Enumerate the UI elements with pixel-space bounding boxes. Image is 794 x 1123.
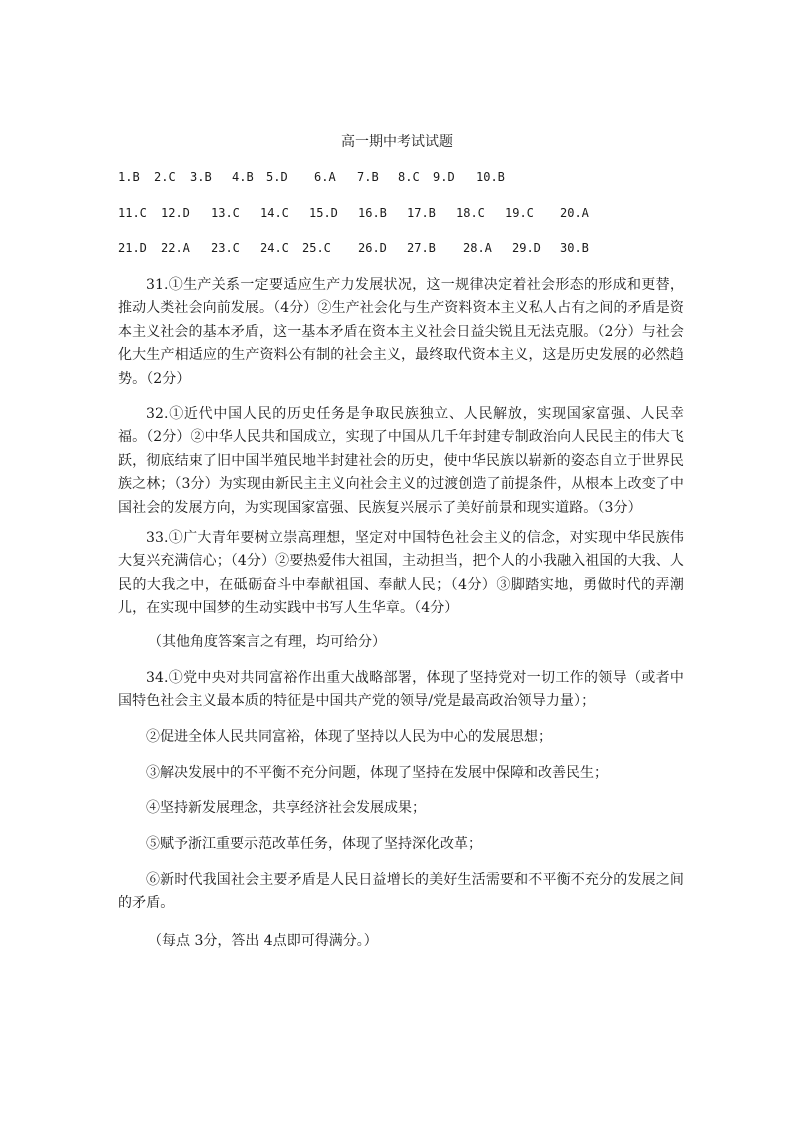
answer-q31: 31.①生产关系一定要适应生产力发展状况，这一规律决定着社会形态的形成和更替，推动人类社会向前发展。（4分）②生产社会化与生产资料资本主义私人占有之间的矛盾是资本主义社会的基本矛盾，这一基本矛盾在资本主义社会日益尖锐且无法克服。（2分）与社会化大生产相适应的生产资料公有制的社会主义，最终取代资本主义，这是历史发展的必然趋势。（2分）: [118, 277, 685, 387]
answer-item: 14.C: [260, 206, 289, 220]
answer-item: 19.C: [505, 206, 534, 220]
answer-q32: 32.①近代中国人民的历史任务是争取民族独立、人民解放，实现国家富强、人民幸福。（2分）②中华人民共和国成立，实现了中国从几千年封建专制政治向人民民主的伟大飞跃，彻底结束了旧中国半殖民地半封建社会的历史，使中华民族以崭新的姿态自立于世界民族之林；（3分）为实现由新民主主义向社会主义的过渡创造了前提条件，从根本上改变了中国社会的发展方向，为实现国家富强、民族复兴展示了美好前景和现实道路。（3分）: [118, 406, 685, 516]
answer-q34-point-4: ④坚持新发展理念，共享经济社会发展成果；: [146, 800, 426, 816]
scoring-note-other-angles: （其他角度答案言之有理，均可给分）: [148, 634, 386, 650]
answer-item: 9.D: [433, 170, 455, 184]
answer-q34-point-5: ⑤赋予浙江重要示范改革任务，体现了坚持深化改革；: [146, 836, 482, 852]
answers-row-3: [118, 238, 718, 258]
answer-item: 22.A: [161, 241, 190, 255]
answer-item: 24.C: [260, 241, 289, 255]
answer-item: 17.B: [407, 206, 436, 220]
answer-q34-point-2: ②促进全体人民共同富裕，体现了坚持以人民为中心的发展思想；: [146, 729, 552, 745]
answer-item: 4.B: [232, 170, 254, 184]
answer-q33: 33.①广大青年要树立崇高理想，坚定对中国特色社会主义的信念，对实现中华民族伟大复兴充满信心；（4分）②要热爱伟大祖国，主动担当，把个人的小我融入祖国的大我、人民的大我之中，在砥砺奋斗中奉献祖国、奉献人民；（4分）③脚踏实地，勇做时代的弄潮儿，在实现中国梦的生动实践中书写人生华章。（4分）: [118, 530, 685, 617]
answer-item: 29.D: [512, 241, 541, 255]
answer-item: 27.B: [407, 241, 436, 255]
answer-item: 7.B: [357, 170, 379, 184]
answer-q34-point-3: ③解决发展中的不平衡不充分问题，体现了坚持在发展中保障和改善民生；: [146, 765, 608, 781]
answers-row-1: [118, 167, 718, 187]
answer-item: 21.D: [118, 241, 147, 255]
answer-q34-point-1: 34.①党中央对共同富裕作出重大战略部署，体现了坚持党对一切工作的领导（或者中国特色社会主义最本质的特征是中国共产党的领导/党是最高政治领导力量）；: [118, 670, 684, 710]
answer-item: 3.B: [190, 170, 212, 184]
answer-item: 18.C: [456, 206, 485, 220]
page-title: 高一期中考试试题: [341, 134, 453, 150]
answer-item: 26.D: [358, 241, 387, 255]
answer-item: 1.B: [118, 170, 140, 184]
scoring-note-per-point: （每点 3分，答出 4点即可得满分。）: [148, 933, 378, 949]
answer-item: 11.C: [118, 206, 147, 220]
answer-item: 13.C: [211, 206, 240, 220]
answer-item: 8.C: [398, 170, 420, 184]
answer-item: 25.C: [302, 241, 331, 255]
answer-item: 28.A: [463, 241, 492, 255]
answer-q34-point-6: ⑥新时代我国社会主要矛盾是人民日益增长的美好生活需要和不平衡不充分的发展之间的矛盾。: [118, 872, 684, 912]
answer-item: 20.A: [560, 206, 589, 220]
answer-item: 12.D: [161, 206, 190, 220]
answers-row-2: [118, 203, 718, 223]
answer-item: 15.D: [309, 206, 338, 220]
answer-item: 23.C: [211, 241, 240, 255]
answer-item: 16.B: [358, 206, 387, 220]
answer-item: 2.C: [154, 170, 176, 184]
answer-item: 6.A: [314, 170, 336, 184]
answer-item: 5.D: [266, 170, 288, 184]
answer-item: 10.B: [476, 170, 505, 184]
answer-item: 30.B: [560, 241, 589, 255]
